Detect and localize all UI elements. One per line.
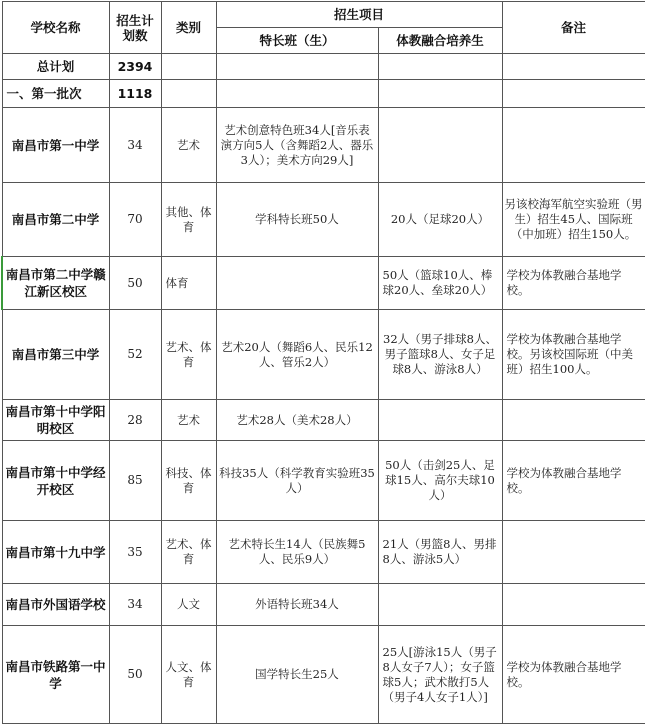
total-label: 总计划 (2, 54, 109, 80)
plan-count: 70 (109, 183, 161, 257)
table-row (2, 257, 645, 310)
sport-education: 50人（击剑25人、足球15人、高尔夫球10人） (378, 441, 502, 521)
school-name: 南昌市铁路第一中学 (2, 626, 109, 724)
special-class: 科技35人（科学教育实验班35人） (216, 441, 378, 521)
special-class: 学科特长班50人 (216, 183, 378, 257)
remark: 另该校海军航空实验班（男生）招生45人、国际班（中加班）招生150人。 (502, 183, 645, 257)
remark: 学校为体教融合基地学校。另该校国际班（中美班）招生100人。 (502, 310, 645, 400)
plan-count: 28 (109, 400, 161, 441)
sport-education: 32人（男子排球8人、男子篮球8人、女子足球8人、游泳8人） (378, 310, 502, 400)
remark (502, 108, 645, 183)
table-row (2, 441, 645, 521)
school-name: 南昌市第二中学赣江新区校区 (2, 257, 109, 310)
sport-education (378, 400, 502, 441)
school-name: 南昌市第十中学经开校区 (2, 441, 109, 521)
category: 其他、体育 (161, 183, 216, 257)
table-row (2, 521, 645, 584)
batch-row (2, 80, 645, 108)
plan-count: 52 (109, 310, 161, 400)
plan-count: 85 (109, 441, 161, 521)
sport-education: 21人（男篮8人、男排8人、游泳5人） (378, 521, 502, 584)
plan-count: 50 (109, 626, 161, 724)
header-category: 类别 (161, 2, 216, 54)
table-row (2, 183, 645, 257)
sport-education (378, 108, 502, 183)
table-row (2, 310, 645, 400)
category: 艺术、体育 (161, 521, 216, 584)
header-special-class: 特长班（生） (216, 28, 378, 54)
category: 人文 (161, 584, 216, 626)
remark (502, 584, 645, 626)
header-school-name: 学校名称 (2, 2, 109, 54)
special-class: 国学特长生25人 (216, 626, 378, 724)
school-name: 南昌市外国语学校 (2, 584, 109, 626)
category: 艺术、体育 (161, 310, 216, 400)
sport-education: 50人（篮球10人、棒球20人、垒球20人） (378, 257, 502, 310)
table-row (2, 584, 645, 626)
table-row (2, 400, 645, 441)
special-class: 艺术28人（美术28人） (216, 400, 378, 441)
header-project: 招生项目 (216, 2, 502, 28)
school-name: 南昌市第三中学 (2, 310, 109, 400)
school-name: 南昌市第十九中学 (2, 521, 109, 584)
category: 艺术 (161, 108, 216, 183)
sport-education: 20人（足球20人） (378, 183, 502, 257)
total-row (2, 54, 645, 80)
special-class: 艺术特长生14人（民族舞5人、民乐9人） (216, 521, 378, 584)
school-name: 南昌市第二中学 (2, 183, 109, 257)
batch-value: 1118 (109, 80, 161, 108)
table-row (2, 108, 645, 183)
remark: 学校为体教融合基地学校。 (502, 257, 645, 310)
remark: 学校为体教融合基地学校。 (502, 441, 645, 521)
table-row (2, 626, 645, 724)
header-sport-education: 体教融合培养生 (378, 28, 502, 54)
header-remark: 备注 (502, 2, 645, 54)
category: 科技、体育 (161, 441, 216, 521)
plan-count: 34 (109, 584, 161, 626)
school-name: 南昌市第十中学阳明校区 (2, 400, 109, 441)
enrollment-table (1, 1, 645, 724)
total-value: 2394 (109, 54, 161, 80)
special-class (216, 257, 378, 310)
plan-count: 34 (109, 108, 161, 183)
remark (502, 521, 645, 584)
batch-label: 一、第一批次 (2, 80, 109, 108)
school-name: 南昌市第一中学 (2, 108, 109, 183)
remark: 学校为体教融合基地学校。 (502, 626, 645, 724)
plan-count: 35 (109, 521, 161, 584)
category: 人文、体育 (161, 626, 216, 724)
sport-education: 25人[游泳15人（男子8人女子7人）；女子篮球5人；武术散打5人（男子4人女子1人）] (378, 626, 502, 724)
sport-education (378, 584, 502, 626)
special-class: 艺术创意特色班34人[音乐表演方向5人（含舞蹈2人、器乐3人）；美术方向29人] (216, 108, 378, 183)
header-plan-count: 招生计划数 (109, 2, 161, 54)
remark (502, 400, 645, 441)
plan-count: 50 (109, 257, 161, 310)
category: 体育 (161, 257, 216, 310)
category: 艺术 (161, 400, 216, 441)
special-class: 外语特长班34人 (216, 584, 378, 626)
special-class: 艺术20人（舞蹈6人、民乐12人、管乐2人） (216, 310, 378, 400)
